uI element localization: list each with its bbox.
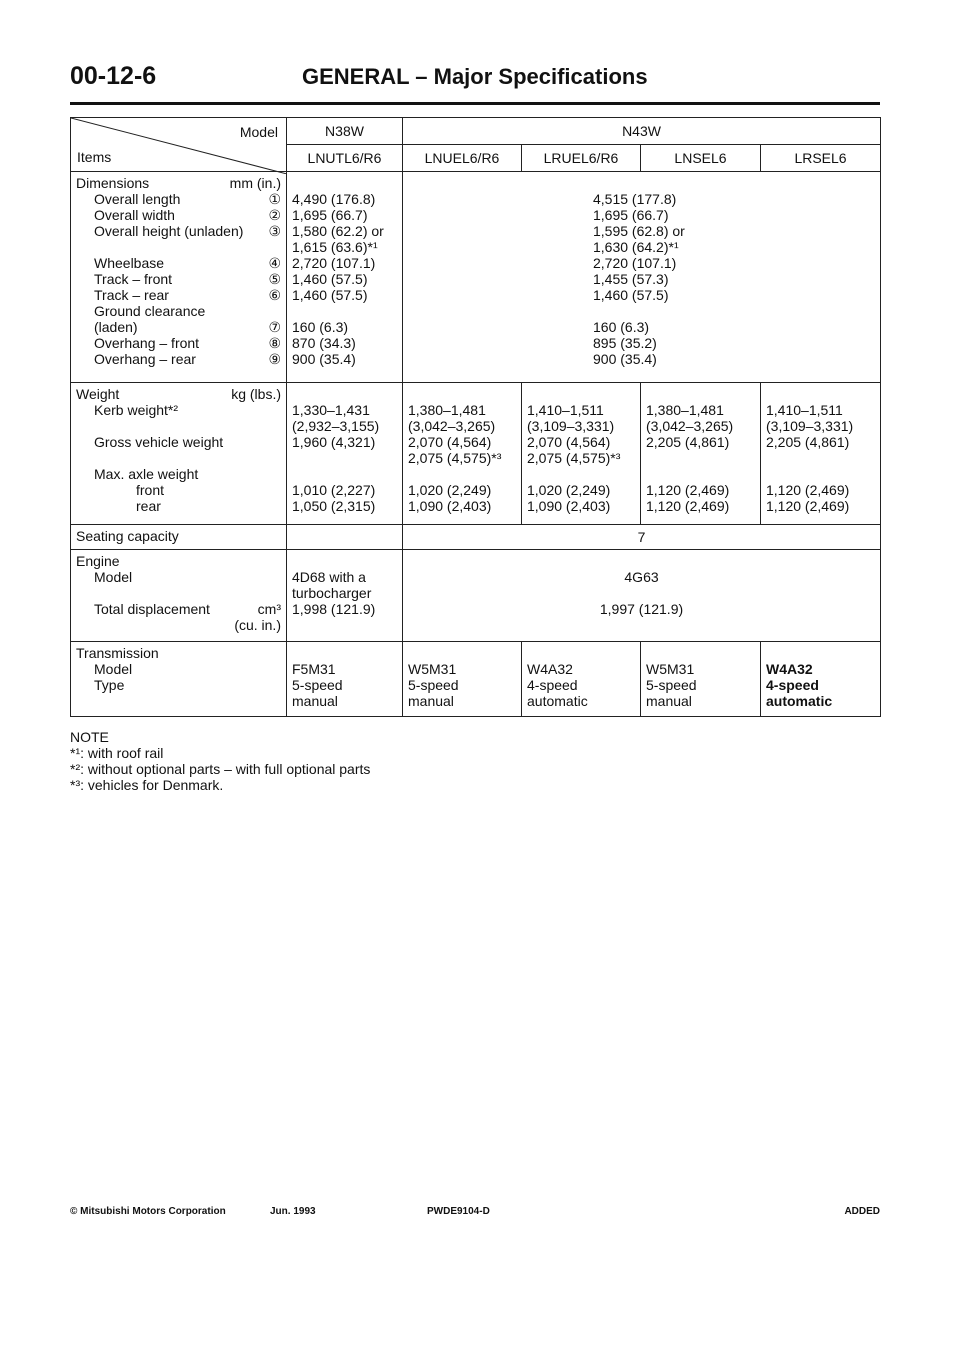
transmission-value: 4-speed [527,676,578,693]
dim-marker: ② [268,206,281,223]
transmission-value: 4-speed [766,676,819,693]
weight-value: 2,070 (4,564) [527,433,611,450]
dim-label: Track – front [94,270,173,287]
dim-value: 4,490 (176.8) [292,190,376,207]
dim-value: 1,695 (66.7) [292,206,368,223]
weight-col [641,382,761,525]
dim-label: Overhang – rear [94,350,196,367]
weight-value: 1,410–1,511 [766,401,843,418]
engine-value: turbocharger [292,584,372,601]
transmission-value: W5M31 [408,660,457,677]
transmission-value: W4A32 [527,660,573,677]
dim-marker: ⑦ [268,318,281,335]
weight-value: 1,960 (4,321) [292,433,376,450]
dim-marker: ④ [268,254,281,271]
dim-label: Track – rear [94,286,169,303]
engine-n38w [287,549,403,641]
variant-header: LNUTL6/R6 [287,144,403,171]
dim-value: 870 (34.3) [292,334,356,351]
transmission-value: 5-speed [292,676,343,693]
dim-marker: ⑧ [268,334,281,351]
weight-label: Kerb weight*² [94,401,179,418]
unit-label: cm³ [257,600,281,617]
dim-marker: ⑥ [268,286,281,303]
weight-value: (3,042–3,265) [408,417,496,434]
transmission-col [287,641,403,716]
dim-value: 895 (35.2) [593,334,657,351]
weight-value: 1,120 (2,469) [646,481,730,498]
unit-label: kg (lbs.) [231,385,281,402]
transmission-col [403,641,522,716]
weight-value: 2,070 (4,564) [408,433,492,450]
variant-header: LNUEL6/R6 [403,144,522,171]
page-title: GENERAL – Major Specifications [302,64,648,89]
engine-n43w [403,549,881,641]
engine-value: 1,998 (121.9) [292,600,376,617]
engine-value: 4G63 [624,568,659,585]
weight-col [287,382,403,525]
dim-value: 4,515 (177.8) [593,190,677,207]
dim-value: 1,615 (63.6)*¹ [292,238,378,255]
transmission-col [522,641,641,716]
section-title: Transmission [76,644,159,661]
weight-value: 1,090 (2,403) [408,497,492,514]
transmission-label: Model [94,660,133,677]
transmission-label: Type [94,676,125,693]
dim-value: 900 (35.4) [593,350,657,367]
weight-col [522,382,641,525]
variant-header: LRSEL6 [761,144,881,171]
transmission-value: W4A32 [766,660,813,677]
transmission-labels [71,641,287,716]
dim-value: 2,720 (107.1) [292,254,376,271]
transmission-value: W5M31 [646,660,695,677]
transmission-value: automatic [527,692,588,709]
weight-value: 2,075 (4,575)*³ [527,449,621,466]
transmission-value: F5M31 [292,660,336,677]
corner-model-label: Model [239,124,278,140]
weight-value: 2,075 (4,575)*³ [408,449,502,466]
engine-value: 1,997 (121.9) [599,600,684,617]
dim-value: 160 (6.3) [593,318,650,335]
seating-n38w [287,525,403,549]
dim-label: (laden) [94,318,138,335]
notes [70,729,370,793]
corner-items-label: Items [77,148,112,165]
weight-label: Gross vehicle weight [94,433,224,450]
spec-table [70,117,881,717]
dim-value: 1,455 (57.3) [593,270,669,287]
corner-header [71,118,287,172]
engine-labels [71,549,287,641]
section-title: Dimensions [76,174,150,191]
dim-label: Overall width [94,206,175,223]
model-n43w-header: N43W [403,118,881,145]
dim-value: 1,595 (62.8) or [593,222,685,239]
weight-labels [71,382,287,525]
footer-copyright: © Mitsubishi Motors Corporation [70,1206,226,1217]
transmission-value: manual [408,692,454,709]
section-title: Engine [76,552,120,569]
unit-label: (cu. in.) [234,616,281,633]
dim-label: Wheelbase [94,254,165,271]
weight-value: 1,330–1,431 [292,401,370,418]
weight-value: 1,380–1,481 [646,401,724,418]
dim-value: 2,720 (107.1) [593,254,677,271]
dim-marker: ⑨ [268,350,281,367]
weight-value: 1,020 (2,249) [408,481,492,498]
weight-value: 1,380–1,481 [408,401,486,418]
engine-value: 4D68 with a [292,568,366,585]
weight-value: 1,010 (2,227) [292,481,376,498]
variant-header: LNSEL6 [641,144,761,171]
dim-label: Overall length [94,190,181,207]
weight-value: 1,090 (2,403) [527,497,611,514]
weight-value: 2,205 (4,861) [646,433,730,450]
dim-value: 1,630 (64.2)*¹ [593,238,679,255]
weight-value: (2,932–3,155) [292,417,380,434]
dim-label: Ground clearance [94,302,206,319]
dim-value: 1,580 (62.2) or [292,222,384,239]
note-line: *³: vehicles for Denmark. [70,777,224,793]
dimensions-n38w [287,171,403,382]
note-line: *¹: with roof rail [70,745,164,761]
dim-marker: ⑤ [268,270,281,287]
page-header [70,62,880,105]
dim-marker: ③ [268,222,281,239]
seating-label: Seating capacity [71,525,287,549]
weight-label: rear [136,497,161,514]
section-title: Weight [76,385,120,402]
weight-label: front [136,481,165,498]
weight-col [403,382,522,525]
weight-value: (3,109–3,331) [527,417,615,434]
weight-value: 1,050 (2,315) [292,497,376,514]
transmission-value: manual [292,692,338,709]
weight-label: Max. axle weight [94,465,199,482]
weight-value: (3,109–3,331) [766,417,854,434]
dim-value: 160 (6.3) [292,318,349,335]
dim-value: 1,460 (57.5) [593,286,669,303]
note-line: *²: without optional parts – with full optional parts [70,761,371,777]
dim-label: Overhang – front [94,334,200,351]
weight-value: 1,410–1,511 [527,401,604,418]
dim-marker: ① [268,190,281,207]
dim-value: 1,695 (66.7) [593,206,669,223]
weight-col [761,382,881,525]
weight-value: 1,120 (2,469) [766,497,850,514]
transmission-value: automatic [766,692,833,709]
engine-label: Model [94,568,133,585]
weight-value: (3,042–3,265) [646,417,734,434]
variant-header: LRUEL6/R6 [522,144,641,171]
weight-value: 1,120 (2,469) [646,497,730,514]
weight-value: 1,020 (2,249) [527,481,611,498]
seating-n43w: 7 [403,525,881,549]
dimensions-labels [71,171,287,382]
transmission-value: 5-speed [646,676,697,693]
weight-value: 2,205 (4,861) [766,433,850,450]
dim-label: Overall height (unladen) [94,222,244,239]
note-heading: NOTE [70,729,109,745]
model-n38w-header: N38W [287,118,403,145]
transmission-value: manual [646,692,692,709]
transmission-col [641,641,761,716]
dim-value: 1,460 (57.5) [292,270,368,287]
transmission-value: 5-speed [408,676,459,693]
footer-date: Jun. 1993 [270,1206,316,1217]
dimensions-n43w [403,171,881,382]
dim-value: 900 (35.4) [292,350,356,367]
footer-code: PWDE9104-D [427,1206,490,1217]
page-number: 00-12-6 [70,62,157,90]
unit-label: mm (in.) [229,174,281,191]
dim-value: 1,460 (57.5) [292,286,368,303]
weight-value: 1,120 (2,469) [766,481,850,498]
footer-status: ADDED [844,1206,880,1217]
transmission-col [761,641,881,716]
engine-label: Total displacement [94,600,210,617]
